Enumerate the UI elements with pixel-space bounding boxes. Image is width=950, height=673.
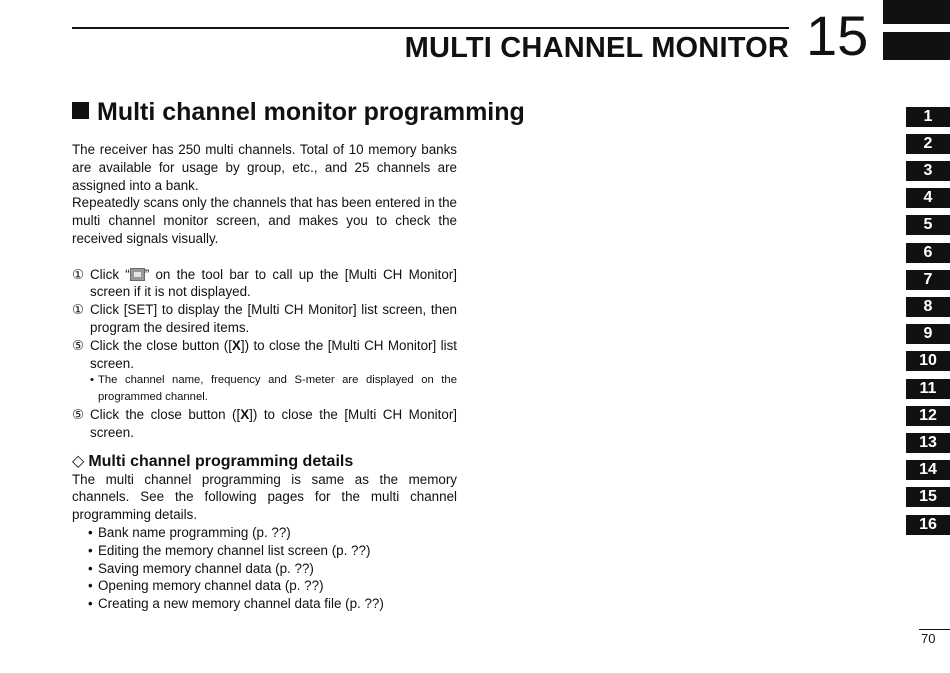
details-heading: ◇ Multi channel programming details — [72, 452, 354, 470]
chapter-tab-14[interactable]: 14 — [906, 460, 950, 480]
step-4: ⑤ Click the close button ([X]) to close the [Multi CH Monitor] screen. — [72, 406, 457, 440]
page-number: 70 — [921, 631, 936, 646]
chapter-tab-13[interactable]: 13 — [906, 433, 950, 453]
section-square-icon — [72, 102, 89, 119]
chapter-tab-3[interactable]: 3 — [906, 161, 950, 181]
chapter-tab-12[interactable]: 12 — [906, 406, 950, 426]
chapter-tab-4[interactable]: 4 — [906, 188, 950, 208]
chapter-tab-15[interactable]: 15 — [906, 487, 950, 507]
list-item: • Opening memory channel data (p. ??) — [88, 578, 324, 594]
diamond-icon: ◇ — [72, 452, 85, 470]
chapter-tab-16[interactable]: 16 — [906, 515, 950, 535]
corner-block-top — [883, 0, 950, 24]
step-1: ① Click “ ” on the tool bar to call up the [Multi CH Monitor] screen if it is not displayed. — [72, 266, 457, 300]
chapter-tab-10[interactable]: 10 — [906, 351, 950, 371]
chapter-tab-1[interactable]: 1 — [906, 107, 950, 127]
note: • The channel name, frequency and S-meter are displayed on the programmed channel. — [90, 374, 457, 404]
chapter-tab-8[interactable]: 8 — [906, 297, 950, 317]
footer-rule — [919, 629, 950, 630]
chapter-tab-6[interactable]: 6 — [906, 243, 950, 263]
chapter-number: 15 — [806, 4, 869, 67]
chapter-tab-9[interactable]: 9 — [906, 324, 950, 344]
step-2: ① Click [SET] to display the [Multi CH Monitor] list screen, then program the desired items. — [72, 302, 457, 335]
step-marker: ① — [72, 302, 85, 318]
chapter-tab-5[interactable]: 5 — [906, 215, 950, 235]
list-item: • Creating a new memory channel data file (p. ??) — [88, 596, 384, 612]
chapter-title: MULTI CHANNEL MONITOR — [404, 32, 789, 64]
section-title: Multi channel monitor programming — [72, 98, 525, 127]
list-item: • Bank name programming (p. ??) — [88, 524, 291, 540]
intro-paragraph-2: Repeatedly scans only the channels that has been entered in the multi channel monitor screen, and makes you to check the received signals visually. — [72, 195, 457, 246]
intro-paragraph-1: The receiver has 250 multi channels. Total of 10 memory banks are available for usage by group, etc., and 25 channels are assigned into a bank. — [72, 142, 457, 193]
chapter-tab-2[interactable]: 2 — [906, 134, 950, 154]
section-body — [72, 141, 457, 613]
step-marker: ⑤ — [72, 337, 85, 353]
step-3: ⑤ Click the close button ([X]) to close the [Multi CH Monitor] list screen. — [72, 337, 457, 371]
step-marker: ① — [72, 266, 85, 282]
multi-channel-monitor-icon — [130, 268, 145, 281]
header-rule — [72, 27, 789, 29]
step-marker: ⑤ — [72, 406, 85, 422]
details-list — [72, 524, 457, 613]
details-paragraph: The multi channel programming is same as the memory channels. See the following pages for the multi channel programming details. — [72, 471, 457, 523]
corner-block-mid — [883, 32, 950, 60]
list-item: • Editing the memory channel list screen (p. ??) — [88, 542, 371, 558]
chapter-tab-11[interactable]: 11 — [906, 379, 950, 399]
list-item: • Saving memory channel data (p. ??) — [88, 560, 314, 576]
chapter-tab-7[interactable]: 7 — [906, 270, 950, 290]
